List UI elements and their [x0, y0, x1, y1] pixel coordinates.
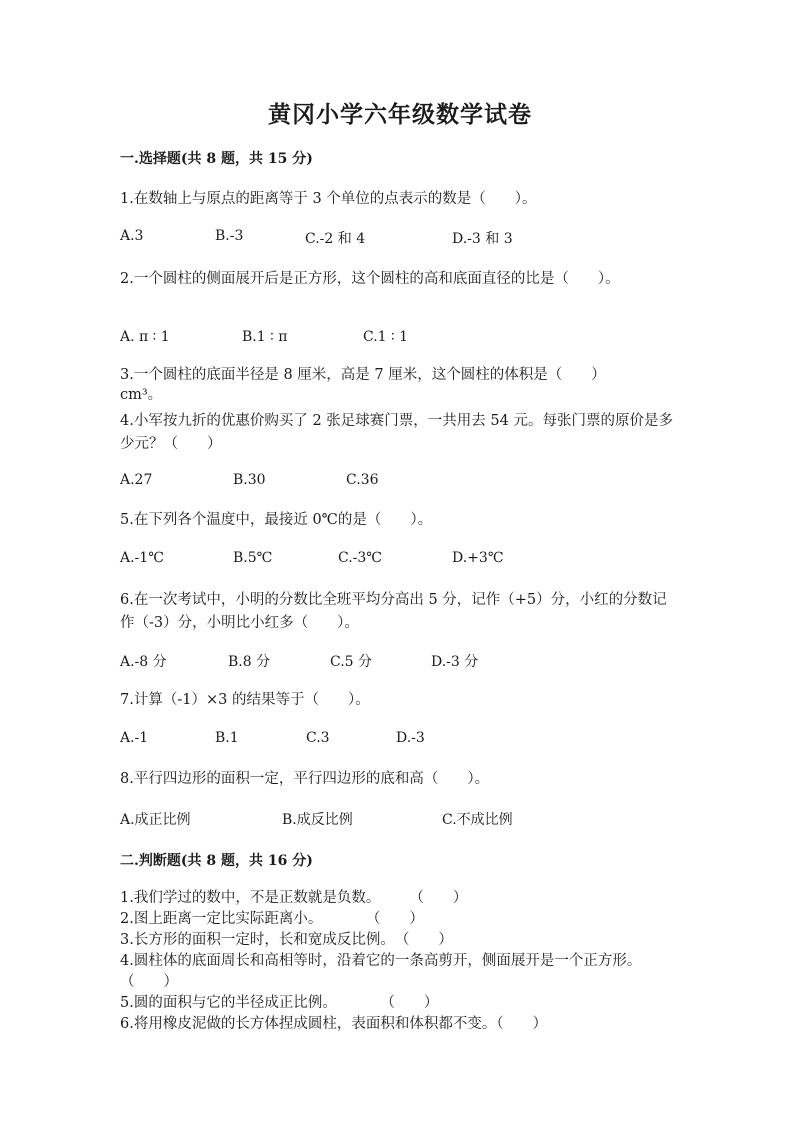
question-1-option-a: A.3: [120, 228, 144, 244]
question-2-option-b: B.1 ∶ π: [242, 329, 288, 345]
question-5-option-c: C.-3℃: [338, 550, 382, 566]
question-8-option-c: C.不成比例: [442, 812, 513, 828]
question-7-option-a: A.-1: [120, 730, 149, 746]
question-1-option-d: D.-3 和 3: [452, 231, 513, 247]
judge-item-5: 5.圆的面积与它的半径成正比例。 （ ）: [120, 995, 439, 1011]
question-7-option-c: C.3: [306, 730, 330, 746]
question-6-text: 6.在一次考试中，小明的分数比全班平均分高出 5 分，记作（+5）分，小红的分数记作（-3）分，小明比小红多（ ）。: [120, 592, 667, 631]
question-4-option-a: A.27: [120, 472, 153, 488]
page-title: 黄冈小学六年级数学试卷: [268, 101, 532, 128]
question-6-option-a: A.-8 分: [120, 654, 167, 670]
judge-item-4: 4.圆柱体的底面周长和高相等时，沿着它的一条高剪开，侧面展开是一个正方形。（ ）: [120, 953, 642, 990]
question-6-option-d: D.-3 分: [431, 654, 479, 670]
question-5-option-d: D.+3℃: [452, 550, 504, 566]
question-2-text: 2.一个圆柱的侧面展开后是正方形，这个圆柱的高和底面直径的比是（ ）。: [120, 271, 620, 287]
section-heading-choice: 一.选择题(共 8 题，共 15 分): [120, 151, 313, 167]
question-7-text: 7.计算（-1）×3 的结果等于（ ）。: [120, 692, 370, 708]
judge-item-1: 1.我们学过的数中，不是正数就是负数。 （ ）: [120, 890, 468, 906]
question-8-option-b: B.成反比例: [282, 812, 353, 828]
question-5-text: 5.在下列各个温度中，最接近 0℃的是（ ）。: [120, 512, 433, 528]
question-4-text: 4.小军按九折的优惠价购买了 2 张足球赛门票，一共用去 54 元。每张门票的原价是多少元？（ ）: [120, 413, 673, 452]
question-2-option-c: C.1 ∶ 1: [363, 329, 409, 345]
question-6-option-c: C.5 分: [330, 654, 373, 670]
question-6-option-b: B.8 分: [228, 654, 271, 670]
judge-item-3: 3.长方形的面积一定时，长和宽成反比例。 （ ）: [120, 932, 453, 948]
judge-item-2: 2.图上距离一定比实际距离小。 （ ）: [120, 911, 424, 927]
question-8-text: 8.平行四边形的面积一定，平行四边形的底和高（ ）。: [120, 771, 490, 787]
question-8-option-a: A.成正比例: [120, 812, 191, 828]
question-5-option-a: A.-1℃: [120, 550, 164, 566]
question-2-option-a: A. π ∶ 1: [120, 329, 170, 345]
question-3-text: 3.一个圆柱的底面半径是 8 厘米，高是 7 厘米，这个圆柱的体积是（ ）cm³。: [120, 367, 606, 403]
question-7-option-d: D.-3: [396, 730, 425, 746]
question-4-option-c: C.36: [346, 472, 379, 488]
question-1-option-c: C.-2 和 4: [305, 231, 366, 247]
section-heading-true-false: 二.判断题(共 8 题，共 16 分): [120, 853, 313, 869]
question-7-option-b: B.1: [215, 730, 239, 746]
judge-item-6: 6.将用橡皮泥做的长方体捏成圆柱，表面积和体积都不变。（ ）: [120, 1016, 548, 1032]
question-4-option-b: B.30: [233, 472, 266, 488]
question-5-option-b: B.5℃: [233, 550, 273, 566]
question-1-option-b: B.-3: [215, 228, 244, 244]
question-1-text: 1.在数轴上与原点的距离等于 3 个单位的点表示的数是（ ）。: [120, 191, 537, 207]
